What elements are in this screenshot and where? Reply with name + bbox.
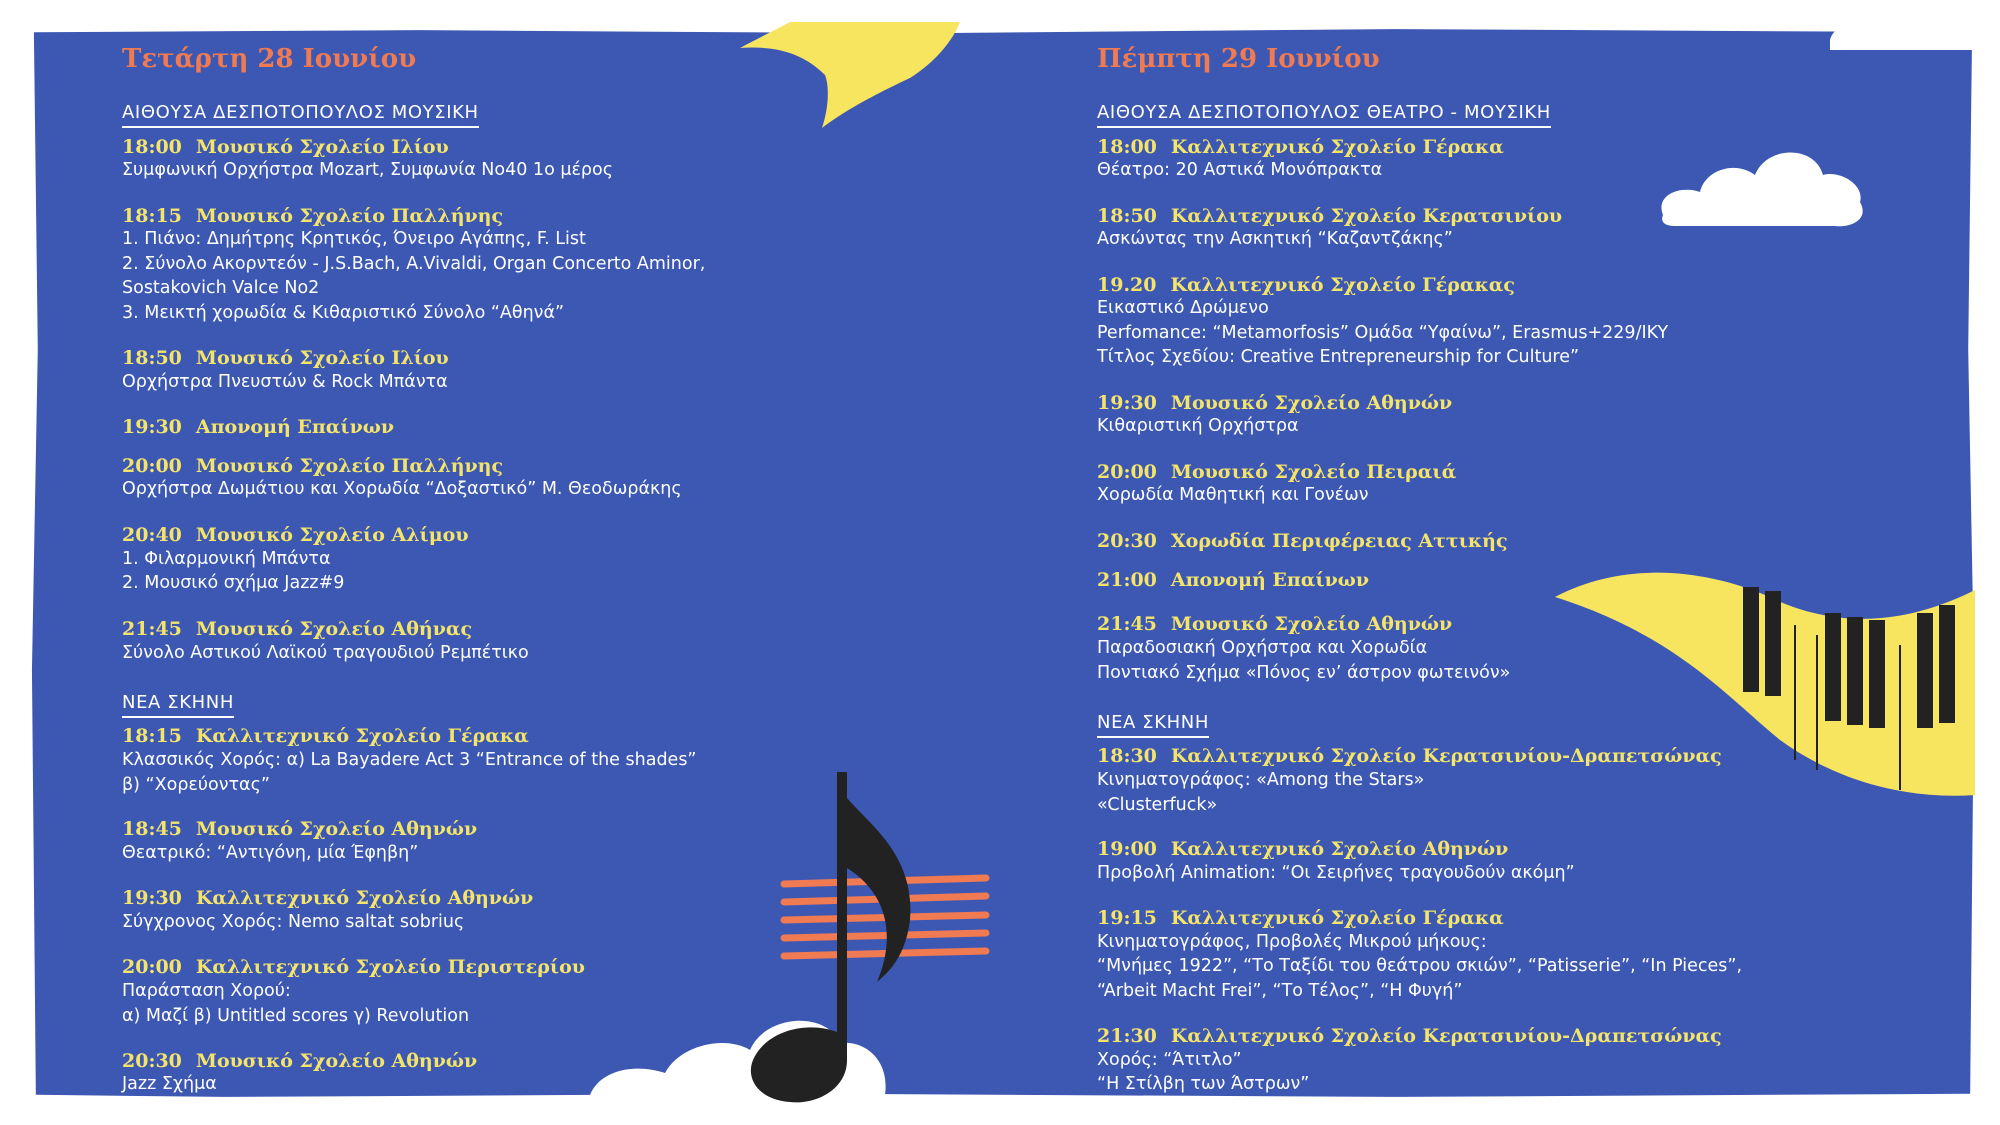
event-detail: Ασκώντας την Ασκητική “Καζαντζάκης” [1097,229,1453,249]
event-detail: Ποντιακό Σχήμα «Πόνος εν’ άστρον φωτεινόν» [1097,663,1511,683]
event-time: 20:30 [122,1050,182,1072]
cloud-top-right [1830,0,2000,50]
event-heading [122,725,529,747]
event-title: Μουσικό Σχολείο Πειραιά [1170,461,1457,483]
event-title: Καλλιτεχνικό Σχολείο Γέρακα [1170,136,1504,158]
event-detail: Χορός: “Άτιτλο” [1097,1050,1242,1070]
event-title: Μουσικό Σχολείο Αθηνών [1170,613,1453,635]
event-detail: Κινηματογράφος, Προβολές Μικρού μήκους: [1097,932,1487,952]
hall-heading: ΝΕΑ ΣΚΗΝΗ [1097,712,1209,738]
event-heading [1097,907,1504,929]
event-time: 20:40 [122,524,182,546]
event-detail: Παραδοσιακή Ορχήστρα και Χορωδία [1097,638,1428,658]
event-title: Χορωδία Περιφέρειας Αττικής [1170,530,1508,552]
event-heading [1097,569,1369,591]
event-time: 19:30 [1097,392,1157,414]
event-time: 18:00 [122,136,182,158]
event-title: Μουσικό Σχολείο Αθηνών [1170,392,1453,414]
event-heading [122,887,533,909]
event-title: Μουσικό Σχολείο Ιλίου [195,347,449,369]
event-heading [122,136,449,158]
event-heading [122,455,503,477]
event-time: 20:00 [122,956,182,978]
event-heading [1097,838,1508,860]
event-detail: Σύγχρονος Χορός: Nemo saltat sobriuς [122,912,465,932]
event-time: 19.20 [1097,274,1157,296]
day-title: Πέμπτη 29 Ιουνίου [1097,44,1380,74]
event-detail: Sostakovich Valce No2 [122,278,320,298]
event-time: 20:30 [1097,530,1157,552]
event-time: 19:30 [122,416,182,438]
event-detail: Παράσταση Χορού: [122,981,291,1001]
event-time: 19:00 [1097,838,1157,860]
music-note-icon [745,770,925,1105]
event-detail: β) “Χορεύοντας” [122,775,270,795]
event-detail: 3. Μεικτή χορωδία & Κιθαριστικό Σύνολο “Αθηνά” [122,303,565,323]
event-detail: Θεατρικό: “Αντιγόνη, μία Έφηβη” [122,843,419,863]
event-detail: 1. Πιάνο: Δημήτρης Κρητικός, Όνειρο Αγάπης, F. List [122,229,586,249]
event-time: 21:30 [1097,1025,1157,1047]
event-title: Καλλιτεχνικό Σχολείο Αθηνών [195,887,534,909]
event-heading [122,1050,477,1072]
event-detail: Ορχήστρα Δωμάτιου και Χορωδία “Δοξαστικό” Μ. Θεοδωράκης [122,479,682,499]
event-title: Καλλιτεχνικό Σχολείο Γέρακα [195,725,529,747]
event-detail: Θέατρο: 20 Αστικά Μονόπρακτα [1097,160,1383,180]
event-heading [122,618,472,640]
event-detail: “Μνήμες 1922”, “Το Ταξίδι του θεάτρου σκιών”, “Patisserie”, “In Pieces”, [1097,956,1743,976]
event-title: Απονομή Επαίνων [195,416,395,438]
event-title: Απονομή Επαίνων [1170,569,1370,591]
event-heading [1097,392,1452,414]
event-title: Καλλιτεχνικό Σχολείο Αθηνών [1170,838,1509,860]
event-title: Καλλιτεχνικό Σχολείο Κερατσινίου-Δραπετσώνας [1170,1025,1722,1047]
event-detail: 1. Φιλαρμονική Μπάντα [122,549,331,569]
event-detail: Jazz Σχήμα [122,1074,217,1094]
event-detail: Perfomance: “Metamorfosis” Ομάδα “Υφαίνω”, Erasmus+229/IKY [1097,323,1669,343]
event-heading [1097,205,1562,227]
event-heading [1097,530,1508,552]
event-title: Καλλιτεχνικό Σχολείο Γέρακα [1170,907,1504,929]
event-heading [122,205,503,227]
event-title: Μουσικό Σχολείο Αθήνας [195,618,473,640]
event-detail: Ορχήστρα Πνευστών & Rock Μπάντα [122,372,448,392]
event-title: Μουσικό Σχολείο Αθηνών [195,1050,478,1072]
event-detail: Τίτλος Σχεδίου: Creative Entrepreneurship for Culture” [1097,347,1580,367]
event-detail: Συμφωνική Ορχήστρα Mozart, Συμφωνία Νο40 1ο μέρος [122,160,614,180]
event-heading [122,818,477,840]
event-time: 18:45 [122,818,182,840]
event-time: 18:15 [122,205,182,227]
event-title: Μουσικό Σχολείο Παλλήνης [195,455,504,477]
event-title: Μουσικό Σχολείο Ιλίου [195,136,449,158]
event-time: 21:45 [1097,613,1157,635]
event-detail: Κλασσικός Χορός: α) La Bayadere Act 3 “Entrance of the shades” [122,750,697,770]
event-heading [1097,274,1515,296]
event-detail: Προβολή Animation: “Οι Σειρήνες τραγουδούν ακόμη” [1097,863,1575,883]
event-detail: Χορωδία Μαθητική και Γονέων [1097,485,1369,505]
event-detail: Σύνολο Αστικού Λαϊκού τραγουδιού Ρεμπέτικο [122,643,529,663]
event-heading [1097,461,1456,483]
event-time: 18:15 [122,725,182,747]
event-time: 20:00 [122,455,182,477]
event-time: 18:50 [122,347,182,369]
event-heading [122,347,449,369]
event-detail: “Η Στίλβη των Άστρων” [1097,1074,1310,1094]
event-detail: Κινηματογράφος: «Among the Stars» [1097,770,1425,790]
event-title: Καλλιτεχνικό Σχολείο Περιστερίου [195,956,585,978]
event-title: Καλλιτεχνικό Σχολείο Κερατσινίου [1170,205,1563,227]
hall-heading: ΝΕΑ ΣΚΗΝΗ [122,692,234,718]
event-time: 18:00 [1097,136,1157,158]
event-heading [1097,613,1452,635]
day-title: Τετάρτη 28 Ιουνίου [122,44,417,74]
event-detail: 2. Σύνολο Ακορντεόν - J.S.Bach, A.Vivaldi, Organ Concerto Aminor, [122,254,706,274]
event-detail: «Clusterfuck» [1097,795,1218,815]
event-time: 19:30 [122,887,182,909]
cloud-right [1655,140,1865,230]
event-heading [122,524,469,546]
event-title: Μουσικό Σχολείο Αθηνών [195,818,478,840]
event-detail: α) Μαζί β) Untitled scores γ) Revolution [122,1006,470,1026]
hall-heading: ΑΙΘΟΥΣΑ ΔΕΣΠΟΤΟΠΟΥΛΟΣ ΘΕΑΤΡΟ - ΜΟΥΣΙΚΗ [1097,102,1551,128]
event-heading [1097,136,1504,158]
event-time: 20:00 [1097,461,1157,483]
event-title: Μουσικό Σχολείο Παλλήνης [195,205,504,227]
event-heading [1097,745,1722,767]
event-title: Μουσικό Σχολείο Αλίμου [195,524,469,546]
event-detail: “Arbeit Macht Frei”, “Το Τέλος”, “Η Φυγή” [1097,981,1463,1001]
event-time: 18:30 [1097,745,1157,767]
event-detail: Κιθαριστική Ορχήστρα [1097,416,1299,436]
event-heading [122,956,585,978]
event-time: 21:45 [122,618,182,640]
event-title: Καλλιτεχνικό Σχολείο Γέρακας [1170,274,1515,296]
event-heading [122,416,394,438]
event-heading [1097,1025,1722,1047]
hall-heading: ΑΙΘΟΥΣΑ ΔΕΣΠΟΤΟΠΟΥΛΟΣ ΜΟΥΣΙΚΗ [122,102,479,128]
event-detail: 2. Μουσικό σχήμα Jazz#9 [122,573,345,593]
yellow-sun-shape [730,20,970,140]
event-time: 21:00 [1097,569,1157,591]
event-title: Καλλιτεχνικό Σχολείο Κερατσινίου-Δραπετσώνας [1170,745,1722,767]
event-time: 19:15 [1097,907,1157,929]
event-detail: Εικαστικό Δρώμενο [1097,298,1269,318]
event-time: 18:50 [1097,205,1157,227]
